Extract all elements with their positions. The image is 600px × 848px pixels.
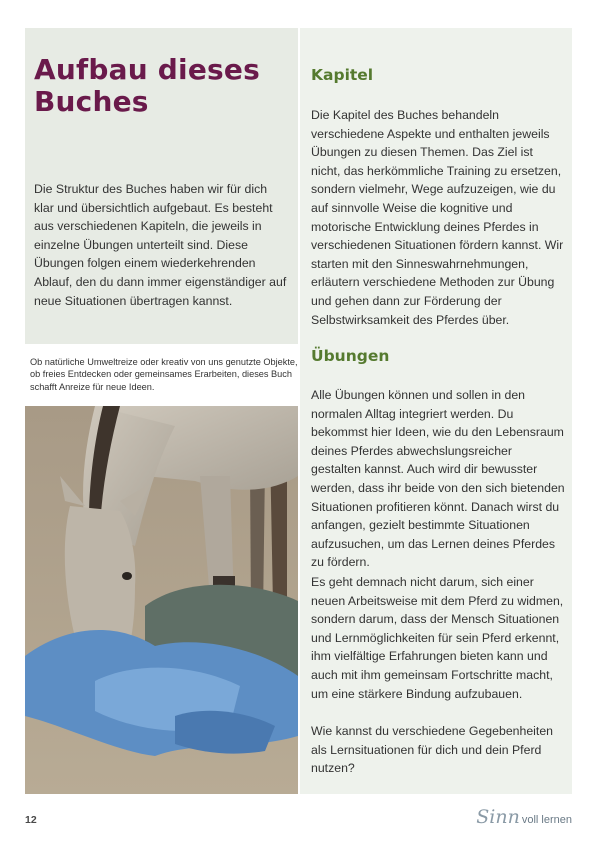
chapter-heading: Kapitel (311, 66, 374, 84)
brand-sinn: Sinn (476, 806, 520, 828)
horse-photo (25, 406, 298, 794)
exercises-question: Wie kannst du verschiedene Gegebenheiten als Lernsituationen für dich und dein Pferd nutzen? (311, 724, 553, 776)
exercises-heading: Übungen (311, 347, 390, 365)
intro-paragraph: Die Struktur des Buches haben wir für dich klar und übersichtlich aufgebaut. Es besteht aus verschiedenen Kapiteln, die jeweils in einzelne Übungen unterteilt sind. Diese Übungen folgen einem wiederkehrenden Ablauf, den du dann immer eigenständiger auf neue Situationen übertragen kannst. (34, 182, 287, 308)
page-number: 12 (25, 814, 37, 826)
chapter-paragraph: Die Kapitel des Buches behandeln verschiedene Aspekte und enthalten jeweils Übungen zu diesen Themen. Das Ziel ist nicht, das herkömmliche Training zu ersetzen, sondern vielmehr, Wege aufzuzeigen, wie du auf sinnvolle Weise die kognitive und motorische Entwicklung deines Pferdes in verschiedenen Situationen fördern kannst. Wir starten mit den Sinneswahrnehmungen, erläutern verschiedene Methoden zur Übung und gehen dann zur Förderung der Selbstwirksamkeit des Pferdes über. (311, 108, 564, 327)
brand-rest: voll lernen (521, 814, 572, 826)
exercises-paragraph-1: Alle Übungen können und sollen in den normalen Alltag integriert werden. Du bekommst hier Ideen, wie du den Lebensraum deines Pferdes abwechslungsreicher gestalten kannst. Auch wird dir bewusster werden, dass ihr beide von den sich bietenden Situationen profitieren könnt. Danach wirst du anfangen, gezielt bestimmte Situationen aufzusuchen, um das Lernen deines Pferdes zu fördern. (311, 388, 565, 570)
page-title: Aufbau dieses Buches (34, 53, 260, 118)
exercises-paragraph-2: Es geht demnach nicht darum, sich einer neuen Arbeitsweise mit dem Pferd zu widmen, sondern darum, dass der Mensch Situationen und Lernmöglichkeiten für sein Pferd erkennt, ihm vielfältige Erfahrungen bieten kann und auch mit ihm gemeinsam Fortschritte macht, um eine stärkere Bindung aufzubauen. (311, 575, 564, 701)
brand-logo (476, 806, 572, 828)
photo-caption: Ob natürliche Umweltreize oder kreativ von uns genutzte Objekte, ob freies Entdecken oder gemeinsames Erarbeiten, dieses Buch schafft Anreize für neue Ideen. (30, 357, 298, 392)
